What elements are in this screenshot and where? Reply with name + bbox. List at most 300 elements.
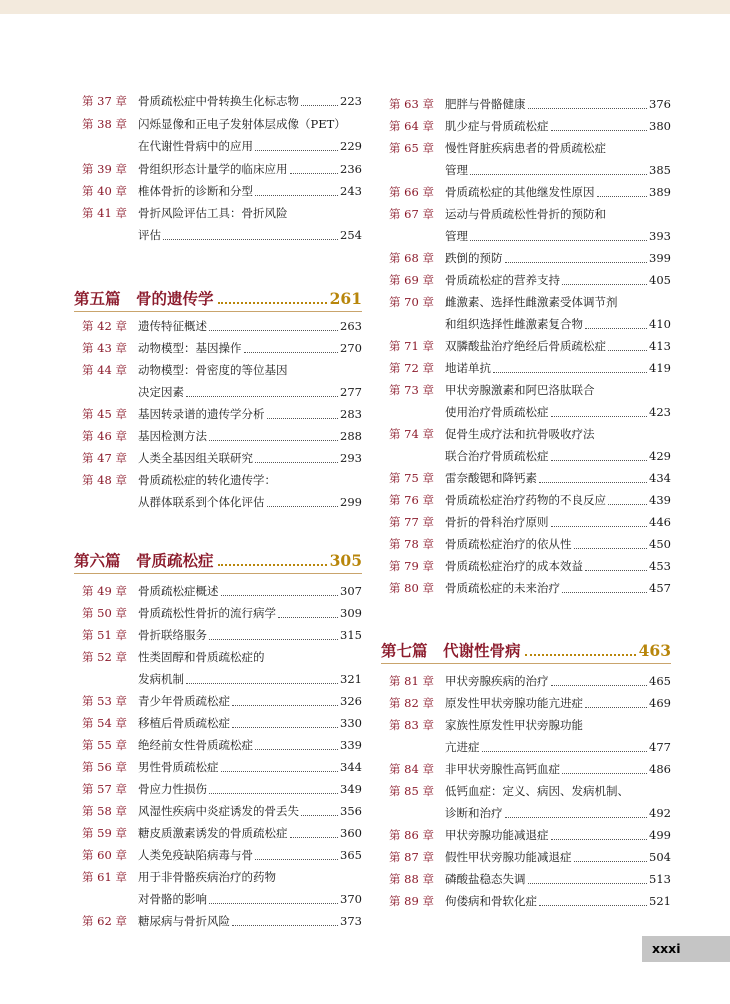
leader-dots (301, 802, 338, 816)
chapter-page: 321 (340, 672, 362, 686)
chapter-number: 第 62 章 (82, 914, 127, 928)
chapter-number: 第 71 章 (389, 339, 434, 353)
chapter-number: 第 45 章 (82, 407, 127, 421)
page-number: xxxi (642, 936, 730, 962)
chapter-title: 地诺单抗 (445, 361, 491, 375)
toc-entry[interactable] (381, 139, 671, 158)
chapter-number: 第 72 章 (389, 361, 434, 375)
chapter-number: 第 88 章 (389, 872, 434, 886)
chapter-title: 慢性肾脏疾病患者的骨质疏松症 (445, 141, 606, 155)
leader-dots (209, 626, 338, 640)
leader-dots (525, 654, 636, 656)
leader-dots (232, 714, 338, 728)
chapter-number: 第 77 章 (389, 515, 434, 529)
leader-dots (267, 493, 339, 507)
toc-entry[interactable] (381, 469, 671, 488)
toc-entry[interactable] (381, 205, 671, 224)
chapter-number: 第 67 章 (389, 207, 434, 221)
chapter-title: 发病机制 (138, 672, 184, 686)
chapter-number: 第 68 章 (389, 251, 434, 265)
chapter-number: 第 49 章 (82, 584, 127, 598)
leader-dots (290, 824, 339, 838)
toc-entry[interactable] (74, 226, 362, 245)
chapter-title: 骨质疏松症治疗的依从性 (445, 537, 572, 551)
chapter-title: 遗传特征概述 (138, 319, 207, 333)
chapter-title: 骨折的骨科治疗原则 (445, 515, 549, 529)
toc-entry[interactable] (74, 449, 362, 468)
top-decor-band (0, 0, 730, 14)
chapter-number: 第 80 章 (389, 581, 434, 595)
part-title: 第七篇 代谢性骨病 (381, 641, 521, 660)
toc-entry[interactable] (74, 780, 362, 799)
chapter-number: 第 81 章 (389, 674, 434, 688)
chapter-title: 非甲状旁腺性高钙血症 (445, 762, 560, 776)
toc-entry[interactable] (74, 868, 362, 887)
chapter-page: 434 (649, 471, 671, 485)
leader-dots (267, 405, 339, 419)
leader-dots (597, 183, 648, 197)
chapter-title: 促骨生成疗法和抗骨吸收疗法 (445, 427, 595, 441)
chapter-number: 第 82 章 (389, 696, 434, 710)
leader-dots (163, 226, 338, 240)
toc-entry[interactable] (74, 890, 362, 909)
chapter-number: 第 41 章 (82, 206, 127, 220)
chapter-page: 513 (649, 872, 671, 886)
chapter-page: 330 (340, 716, 362, 730)
chapter-number: 第 52 章 (82, 650, 127, 664)
leader-dots (528, 95, 648, 109)
part-page: 463 (638, 641, 671, 660)
chapter-title: 闪烁显像和正电子发射体层成像（PET） (138, 117, 346, 131)
leader-dots (562, 579, 647, 593)
toc-entry[interactable] (381, 315, 671, 334)
chapter-number: 第 74 章 (389, 427, 434, 441)
leader-dots (301, 92, 338, 106)
chapter-title: 雌激素、选择性雌激素受体调节剂 (445, 295, 618, 309)
chapter-page: 307 (340, 584, 362, 598)
chapter-title: 人类全基因组关联研究 (138, 451, 253, 465)
chapter-page: 405 (649, 273, 671, 287)
chapter-page: 380 (649, 119, 671, 133)
leader-dots (221, 758, 339, 772)
part-rule (381, 663, 671, 664)
leader-dots (255, 182, 338, 196)
chapter-title: 佝偻病和骨软化症 (445, 894, 537, 908)
chapter-number: 第 85 章 (389, 784, 434, 798)
chapter-number: 第 51 章 (82, 628, 127, 642)
leader-dots (255, 137, 338, 151)
toc-entry[interactable] (381, 95, 671, 114)
toc-entry[interactable] (381, 535, 671, 554)
toc-entry[interactable] (381, 403, 671, 422)
part-page: 261 (329, 289, 362, 308)
chapter-title: 亢进症 (445, 740, 480, 754)
chapter-number: 第 54 章 (82, 716, 127, 730)
toc-entry[interactable] (381, 804, 671, 823)
chapter-title: 动物模型：骨密度的等位基因 (138, 363, 288, 377)
chapter-page: 376 (649, 97, 671, 111)
toc-entry[interactable] (74, 912, 362, 931)
chapter-title: 在代谢性骨病中的应用 (138, 139, 253, 153)
toc-entry[interactable] (74, 317, 362, 336)
chapter-title: 骨质疏松症的其他继发性原因 (445, 185, 595, 199)
chapter-title: 双膦酸盐治疗绝经后骨质疏松症 (445, 339, 606, 353)
leader-dots (608, 491, 647, 505)
chapter-page: 223 (340, 94, 362, 108)
chapter-title: 骨折联络服务 (138, 628, 207, 642)
leader-dots (244, 339, 339, 353)
chapter-page: 236 (340, 162, 362, 176)
leader-dots (209, 890, 338, 904)
chapter-page: 477 (649, 740, 671, 754)
chapter-page: 299 (340, 495, 362, 509)
chapter-number: 第 87 章 (389, 850, 434, 864)
toc-entry[interactable] (74, 160, 362, 179)
toc-entry[interactable] (381, 271, 671, 290)
chapter-page: 293 (340, 451, 362, 465)
toc-part-heading[interactable] (381, 639, 671, 665)
chapter-number: 第 73 章 (389, 383, 434, 397)
chapter-page: 446 (649, 515, 671, 529)
chapter-number: 第 76 章 (389, 493, 434, 507)
part-page: 305 (329, 551, 362, 570)
chapter-title: 使用治疗骨质疏松症 (445, 405, 549, 419)
leader-dots (232, 912, 338, 926)
chapter-number: 第 43 章 (82, 341, 127, 355)
leader-dots (232, 692, 338, 706)
chapter-number: 第 48 章 (82, 473, 127, 487)
chapter-number: 第 59 章 (82, 826, 127, 840)
toc-entry[interactable] (74, 714, 362, 733)
chapter-title: 动物模型：基因操作 (138, 341, 242, 355)
chapter-page: 389 (649, 185, 671, 199)
leader-dots (562, 271, 647, 285)
chapter-title: 原发性甲状旁腺功能亢进症 (445, 696, 583, 710)
toc-entry[interactable] (381, 359, 671, 378)
chapter-page: 339 (340, 738, 362, 752)
toc-entry[interactable] (74, 670, 362, 689)
leader-dots (255, 736, 338, 750)
chapter-title: 骨组织形态计量学的临床应用 (138, 162, 288, 176)
chapter-page: 399 (649, 251, 671, 265)
leader-dots (209, 317, 338, 331)
chapter-page: 419 (649, 361, 671, 375)
leader-dots (218, 302, 327, 304)
leader-dots (209, 780, 338, 794)
chapter-title: 糖尿病与骨折风险 (138, 914, 230, 928)
chapter-title: 跌倒的预防 (445, 251, 503, 265)
leader-dots (574, 848, 648, 862)
toc-entry[interactable] (381, 227, 671, 246)
leader-dots (551, 513, 648, 527)
chapter-title: 基因转录谱的遗传学分析 (138, 407, 265, 421)
chapter-page: 344 (340, 760, 362, 774)
chapter-title: 家族性原发性甲状旁腺功能 (445, 718, 583, 732)
chapter-title: 磷酸盐稳态失调 (445, 872, 526, 886)
chapter-title: 低钙血症：定义、病因、发病机制、 (445, 784, 629, 798)
toc-entry[interactable] (381, 892, 671, 911)
chapter-title: 基因检测方法 (138, 429, 207, 443)
chapter-title: 管理 (445, 229, 468, 243)
chapter-page: 365 (340, 848, 362, 862)
chapter-number: 第 44 章 (82, 363, 127, 377)
leader-dots (218, 564, 327, 566)
chapter-number: 第 50 章 (82, 606, 127, 620)
chapter-page: 243 (340, 184, 362, 198)
chapter-title: 运动与骨质疏松性骨折的预防和 (445, 207, 606, 221)
chapter-number: 第 47 章 (82, 451, 127, 465)
toc-entry[interactable] (381, 579, 671, 598)
chapter-title: 对骨骼的影响 (138, 892, 207, 906)
chapter-page: 349 (340, 782, 362, 796)
leader-dots (551, 826, 648, 840)
toc-entry[interactable] (74, 427, 362, 446)
chapter-title: 骨应力性损伤 (138, 782, 207, 796)
chapter-number: 第 57 章 (82, 782, 127, 796)
chapter-number: 第 79 章 (389, 559, 434, 573)
toc-entry[interactable] (381, 117, 671, 136)
chapter-page: 504 (649, 850, 671, 864)
chapter-number: 第 78 章 (389, 537, 434, 551)
leader-dots (608, 337, 647, 351)
part-title: 第五篇 骨的遗传学 (74, 289, 214, 308)
toc-entry[interactable] (381, 782, 671, 801)
toc-entry[interactable] (74, 692, 362, 711)
toc-entry[interactable] (381, 716, 671, 735)
toc-entry[interactable] (381, 826, 671, 845)
leader-dots (255, 846, 338, 860)
chapter-number: 第 58 章 (82, 804, 127, 818)
leader-dots (539, 469, 647, 483)
chapter-number: 第 83 章 (389, 718, 434, 732)
chapter-title: 移植后骨质疏松症 (138, 716, 230, 730)
chapter-page: 492 (649, 806, 671, 820)
chapter-title: 骨质疏松症的未来治疗 (445, 581, 560, 595)
chapter-number: 第 70 章 (389, 295, 434, 309)
toc-entry[interactable] (381, 513, 671, 532)
chapter-title: 糖皮质激素诱发的骨质疏松症 (138, 826, 288, 840)
chapter-number: 第 53 章 (82, 694, 127, 708)
toc-entry[interactable] (381, 870, 671, 889)
chapter-page: 469 (649, 696, 671, 710)
chapter-page: 465 (649, 674, 671, 688)
part-rule (74, 311, 362, 312)
toc-entry[interactable] (381, 337, 671, 356)
chapter-title: 从群体联系到个体化评估 (138, 495, 265, 509)
leader-dots (470, 227, 647, 241)
leader-dots (493, 359, 647, 373)
leader-dots (528, 870, 648, 884)
toc-entry[interactable] (74, 758, 362, 777)
toc-part-heading[interactable] (74, 287, 362, 313)
chapter-page: 373 (340, 914, 362, 928)
chapter-page: 283 (340, 407, 362, 421)
chapter-page: 277 (340, 385, 362, 399)
toc-entry[interactable] (74, 115, 362, 134)
chapter-page: 360 (340, 826, 362, 840)
toc-entry[interactable] (381, 738, 671, 757)
chapter-title: 和组织选择性雌激素复合物 (445, 317, 583, 331)
chapter-page: 423 (649, 405, 671, 419)
chapter-title: 骨质疏松症中骨转换生化标志物 (138, 94, 299, 108)
chapter-page: 413 (649, 339, 671, 353)
chapter-page: 270 (340, 341, 362, 355)
chapter-title: 诊断和治疗 (445, 806, 503, 820)
leader-dots (551, 117, 648, 131)
toc-entry[interactable] (381, 381, 671, 400)
leader-dots (186, 383, 338, 397)
toc-entry[interactable] (381, 293, 671, 312)
chapter-number: 第 63 章 (389, 97, 434, 111)
chapter-title: 绝经前女性骨质疏松症 (138, 738, 253, 752)
chapter-page: 229 (340, 139, 362, 153)
chapter-number: 第 37 章 (82, 94, 127, 108)
leader-dots (221, 582, 339, 596)
toc-entry[interactable] (381, 848, 671, 867)
toc-part-heading[interactable] (74, 549, 362, 575)
leader-dots (585, 694, 647, 708)
chapter-page: 356 (340, 804, 362, 818)
chapter-page: 326 (340, 694, 362, 708)
chapter-number: 第 56 章 (82, 760, 127, 774)
leader-dots (539, 892, 647, 906)
leader-dots (585, 315, 647, 329)
leader-dots (574, 535, 648, 549)
chapter-page: 263 (340, 319, 362, 333)
toc-entry[interactable] (74, 405, 362, 424)
chapter-title: 甲状旁腺功能减退症 (445, 828, 549, 842)
chapter-title: 骨折风险评估工具：骨折风险 (138, 206, 288, 220)
chapter-number: 第 89 章 (389, 894, 434, 908)
leader-dots (551, 447, 648, 461)
leader-dots (186, 670, 338, 684)
toc-entry[interactable] (74, 582, 362, 601)
toc-entry[interactable] (381, 694, 671, 713)
toc-entry[interactable] (381, 161, 671, 180)
chapter-number: 第 61 章 (82, 870, 127, 884)
toc-entry[interactable] (74, 361, 362, 380)
toc-entry[interactable] (381, 249, 671, 268)
chapter-title: 甲状旁腺激素和阿巴洛肽联合 (445, 383, 595, 397)
chapter-number: 第 46 章 (82, 429, 127, 443)
chapter-title: 椎体骨折的诊断和分型 (138, 184, 253, 198)
leader-dots (290, 160, 339, 174)
chapter-title: 风湿性疾病中炎症诱发的骨丢失 (138, 804, 299, 818)
leader-dots (255, 449, 338, 463)
chapter-title: 骨质疏松症治疗的成本效益 (445, 559, 583, 573)
leader-dots (482, 738, 648, 752)
chapter-number: 第 84 章 (389, 762, 434, 776)
chapter-page: 370 (340, 892, 362, 906)
chapter-page: 315 (340, 628, 362, 642)
toc-entry[interactable] (381, 760, 671, 779)
chapter-page: 309 (340, 606, 362, 620)
toc-entry[interactable] (381, 491, 671, 510)
chapter-number: 第 40 章 (82, 184, 127, 198)
toc-entry[interactable] (381, 183, 671, 202)
toc-entry[interactable] (74, 736, 362, 755)
chapter-title: 肥胖与骨骼健康 (445, 97, 526, 111)
part-title: 第六篇 骨质疏松症 (74, 551, 214, 570)
chapter-page: 288 (340, 429, 362, 443)
leader-dots (278, 604, 338, 618)
chapter-title: 青少年骨质疏松症 (138, 694, 230, 708)
leader-dots (585, 557, 647, 571)
toc-entry[interactable] (74, 383, 362, 402)
chapter-title: 骨质疏松症的营养支持 (445, 273, 560, 287)
toc-entry[interactable] (74, 604, 362, 623)
chapter-number: 第 86 章 (389, 828, 434, 842)
chapter-number: 第 60 章 (82, 848, 127, 862)
chapter-number: 第 75 章 (389, 471, 434, 485)
toc-entry[interactable] (74, 204, 362, 223)
chapter-page: 486 (649, 762, 671, 776)
chapter-number: 第 65 章 (389, 141, 434, 155)
chapter-title: 人类免疫缺陷病毒与骨 (138, 848, 253, 862)
toc-entry[interactable] (74, 92, 362, 111)
toc-entry[interactable] (381, 557, 671, 576)
chapter-page: 453 (649, 559, 671, 573)
chapter-number: 第 69 章 (389, 273, 434, 287)
chapter-page: 254 (340, 228, 362, 242)
toc-entry[interactable] (74, 824, 362, 843)
leader-dots (470, 161, 647, 175)
toc-entry[interactable] (381, 447, 671, 466)
chapter-number: 第 64 章 (389, 119, 434, 133)
chapter-title: 管理 (445, 163, 468, 177)
toc-entry[interactable] (381, 425, 671, 444)
chapter-number: 第 38 章 (82, 117, 127, 131)
chapter-page: 385 (649, 163, 671, 177)
chapter-title: 男性骨质疏松症 (138, 760, 219, 774)
chapter-page: 410 (649, 317, 671, 331)
toc-entry[interactable] (74, 339, 362, 358)
toc-entry[interactable] (74, 493, 362, 512)
toc-entry[interactable] (74, 182, 362, 201)
toc-entry[interactable] (74, 137, 362, 156)
toc-entry[interactable] (381, 672, 671, 691)
toc-entry[interactable] (74, 802, 362, 821)
chapter-title: 评估 (138, 228, 161, 242)
chapter-page: 439 (649, 493, 671, 507)
chapter-page: 450 (649, 537, 671, 551)
chapter-title: 骨质疏松症的转化遗传学： (138, 473, 276, 487)
chapter-title: 骨质疏松性骨折的流行病学 (138, 606, 276, 620)
chapter-title: 联合治疗骨质疏松症 (445, 449, 549, 463)
chapter-number: 第 42 章 (82, 319, 127, 333)
chapter-title: 雷奈酸锶和降钙素 (445, 471, 537, 485)
chapter-title: 决定因素 (138, 385, 184, 399)
chapter-title: 肌少症与骨质疏松症 (445, 119, 549, 133)
chapter-number: 第 39 章 (82, 162, 127, 176)
leader-dots (551, 672, 648, 686)
leader-dots (209, 427, 338, 441)
toc-entry[interactable] (74, 648, 362, 667)
chapter-number: 第 55 章 (82, 738, 127, 752)
toc-entry[interactable] (74, 626, 362, 645)
chapter-page: 457 (649, 581, 671, 595)
chapter-title: 骨质疏松症治疗药物的不良反应 (445, 493, 606, 507)
chapter-title: 性类固醇和骨质疏松症的 (138, 650, 265, 664)
chapter-number: 第 66 章 (389, 185, 434, 199)
toc-entry[interactable] (74, 471, 362, 490)
chapter-title: 用于非骨骼疾病治疗的药物 (138, 870, 276, 884)
chapter-title: 假性甲状旁腺功能减退症 (445, 850, 572, 864)
leader-dots (505, 804, 648, 818)
chapter-title: 甲状旁腺疾病的治疗 (445, 674, 549, 688)
toc-entry[interactable] (74, 846, 362, 865)
chapter-title: 骨质疏松症概述 (138, 584, 219, 598)
